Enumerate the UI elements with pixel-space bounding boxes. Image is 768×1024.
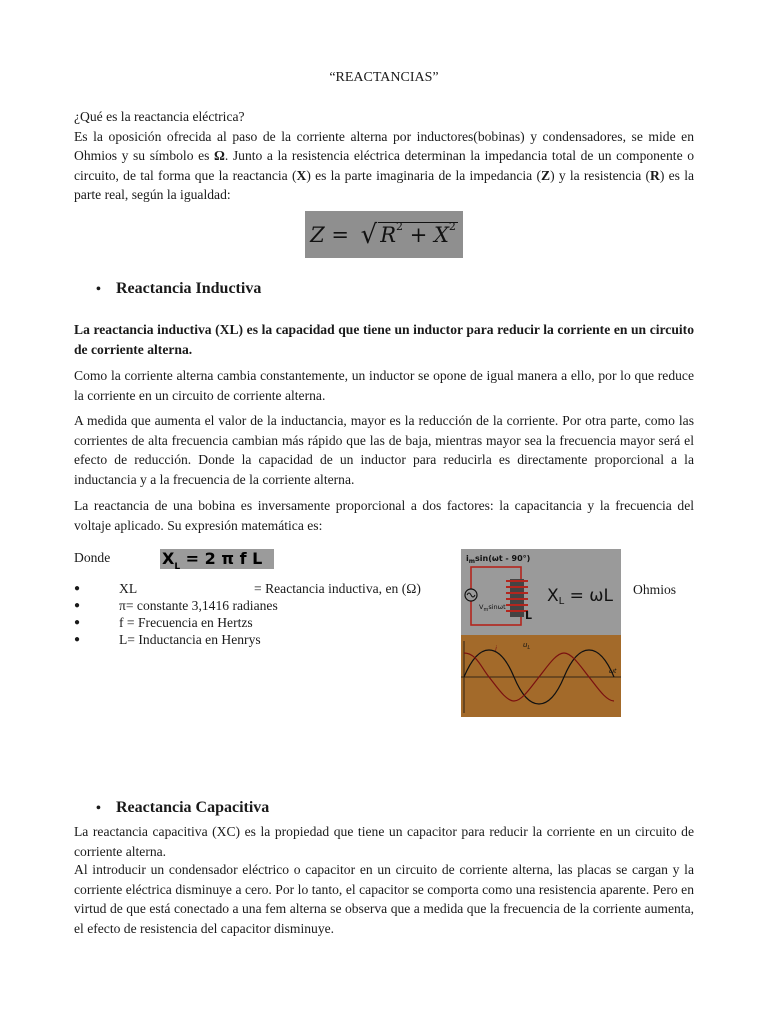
inductive-paragraph-1: Como la corriente alterna cambia constantemente, un inductor se opone de igual manera a ello, por lo que reduce la corriente en un circuito de corriente alterna. bbox=[74, 368, 694, 403]
inductive-paragraph-2: A medida que aumenta el valor de la inductancia, mayor es la reducción de la corriente. Por otra parte, como las corrientes de alta frecuencia cambian más rápido que las de baja, mientras mayor sea la frecuencia mayor será el efecto de reducción. Donde la capacidad de un inductor para reducirla es directamente proporcional a la inductancia y a la frecuencia de la corriente alterna. bbox=[74, 413, 694, 487]
xl-formula-sub: L bbox=[174, 562, 181, 573]
list-item-label: π= constante 3,1416 radianes bbox=[119, 598, 278, 613]
list-item bbox=[74, 580, 454, 597]
bullet-icon: ● bbox=[74, 583, 81, 594]
donde-label: Donde bbox=[74, 550, 111, 565]
omega-symbol: Ω bbox=[214, 148, 225, 163]
intro-section bbox=[74, 107, 694, 205]
intro-question: ¿Qué es la reactancia eléctrica? bbox=[74, 109, 245, 124]
list-item-label: L= Inductancia en Henrys bbox=[119, 632, 261, 647]
xl-formula-rest: = 2 π f L bbox=[180, 549, 263, 568]
list-item bbox=[74, 631, 454, 648]
wave-u-label: $u_L$ bbox=[523, 641, 531, 651]
formula-z: Z bbox=[310, 222, 325, 247]
intro-text-3: ) es la parte imaginaria de la impedancia ( bbox=[306, 167, 541, 183]
intro-text-2: . Junto a la resistencia eléctrica determinan la impedancia total de un componente o circuito, de tal forma que la reactancia ( bbox=[74, 148, 695, 183]
intro-text-5: ) es la parte real, según la igualdad: bbox=[74, 167, 695, 202]
formula-exp-2: 2 bbox=[448, 220, 456, 233]
inductive-heading bbox=[96, 280, 261, 298]
formula-plus: + bbox=[403, 223, 434, 247]
intro-text-1: Es la oposición ofrecida al paso de la corriente alterna por inductores(bobinas) y condensadores, se mide en Ohmios y su símbolo es bbox=[74, 128, 694, 163]
capacitive-paragraph-2: Al introducir un condensador eléctrico o capacitor en un circuito de corriente alterna, las placas se cargan y la corriente eléctrica disminuye a cero. Por lo tanto, el capacitor se comporta como una resistencia aparente. Pero en virtud de que está conectado a una fem alterna se observa que a medida que la frecuencia de la corriente aumenta, el efecto de resistencia del capacitor disminuye. bbox=[74, 862, 694, 936]
inductor-circuit-figure bbox=[461, 549, 621, 717]
z-symbol: Z bbox=[540, 167, 551, 183]
bullet-icon: ● bbox=[74, 634, 81, 645]
intro-paragraph bbox=[74, 127, 694, 205]
definition-list bbox=[74, 580, 454, 648]
list-item-label: XL bbox=[119, 581, 138, 596]
xl-omega-formula: XL = ωL bbox=[547, 586, 613, 607]
formula-equals: = bbox=[324, 222, 356, 247]
bullet-icon: • bbox=[96, 282, 101, 297]
figure-bottom-panel bbox=[461, 635, 621, 717]
formula-exp-1: 2 bbox=[396, 220, 404, 233]
intro-text-4: ) y la resistencia ( bbox=[550, 167, 651, 183]
bullet-icon: • bbox=[96, 801, 101, 816]
capacitive-heading bbox=[96, 799, 269, 817]
inductive-heading-text: Reactancia Inductiva bbox=[116, 280, 262, 297]
impedance-formula bbox=[305, 211, 463, 258]
capacitive-heading-text: Reactancia Capacitiva bbox=[116, 799, 270, 816]
list-item bbox=[74, 597, 454, 614]
source-label: $V_m\sin\omega t$ bbox=[479, 603, 506, 613]
axis-wt-label: ωt bbox=[609, 668, 617, 675]
bullet-icon: ● bbox=[74, 617, 81, 628]
radicand bbox=[378, 222, 458, 247]
formula-x: X bbox=[433, 223, 449, 247]
r-symbol: R bbox=[650, 167, 660, 183]
bullet-icon: ● bbox=[74, 600, 81, 611]
document-title: “REACTANCIAS” bbox=[329, 70, 439, 85]
xl-formula bbox=[160, 549, 274, 573]
ohmios-label: Ohmios bbox=[633, 582, 677, 597]
x-symbol: X bbox=[296, 167, 307, 183]
coil-label: L bbox=[525, 609, 533, 622]
list-item-value: = Reactancia inductiva, en (Ω) bbox=[254, 581, 421, 596]
radical-sign: √ bbox=[360, 219, 378, 250]
inductor-circuit-svg bbox=[461, 549, 621, 717]
list-item-label: f = Frecuencia en Hertzs bbox=[119, 615, 253, 630]
current-label: $i_m\sin(\omega t - 90^\circ)$ bbox=[466, 554, 531, 565]
list-item bbox=[74, 614, 454, 631]
xl-formula-x: X bbox=[162, 549, 175, 568]
inductive-paragraph-3: La reactancia de una bobina es inversamente proporcional a dos factores: la capacitancia y la frecuencia del voltaje aplicado. Su expresión matemática es: bbox=[74, 498, 694, 533]
inductive-definition: La reactancia inductiva (XL) es la capacidad que tiene un inductor para reducir la corriente en un circuito de corriente alterna. bbox=[74, 322, 694, 357]
capacitive-paragraph-1: La reactancia capacitiva (XC) es la propiedad que tiene un capacitor para reducir la corriente en un circuito de corriente alterna. bbox=[74, 824, 694, 859]
formula-r: R bbox=[380, 223, 397, 247]
wave-i-label: i bbox=[495, 645, 497, 653]
